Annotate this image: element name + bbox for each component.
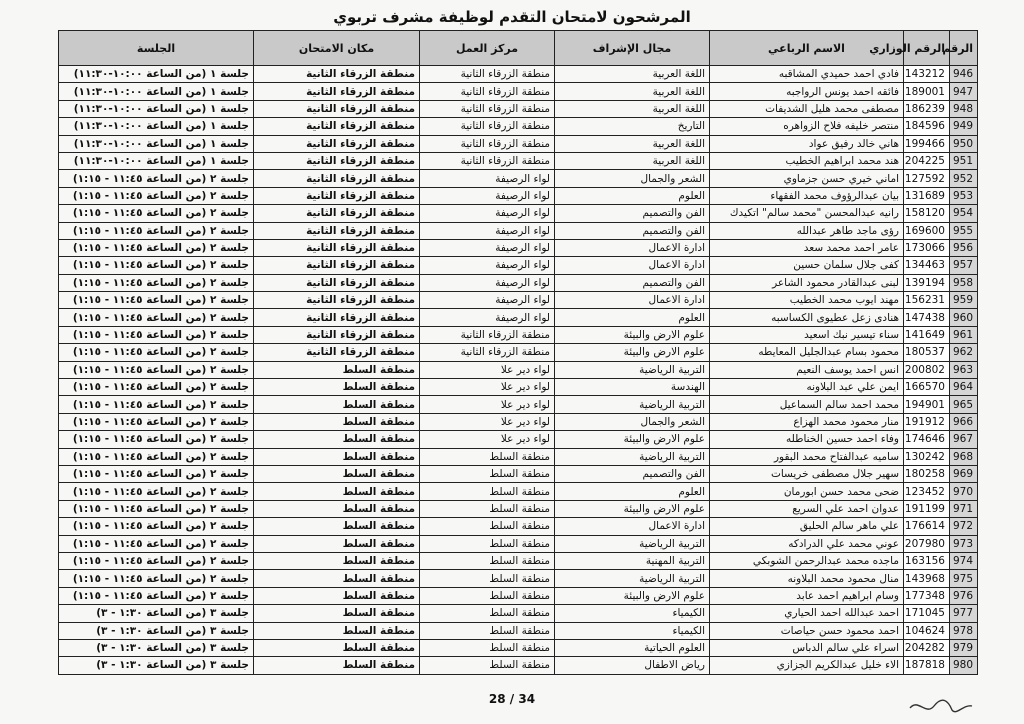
table-row <box>59 465 978 482</box>
work-center: لواء الرصيفة <box>420 239 555 256</box>
ministry-id: 141649 <box>904 326 950 343</box>
supervision-field: اللغة العربية <box>555 135 710 152</box>
header-name: الاسم الرباعي <box>710 31 904 66</box>
ministry-id: 166570 <box>904 379 950 396</box>
row-number: 955 <box>950 222 978 239</box>
exam-place: منطقة السلط <box>254 518 420 535</box>
candidate-name: محمد احمد سالم السماعيل <box>710 396 904 413</box>
exam-session: جلسة ٢ (من الساعة ١١:٤٥ - ١:١٥) <box>59 431 254 448</box>
candidate-name: بيان عبدالرؤوف محمد الفقهاء <box>710 187 904 204</box>
row-number: 975 <box>950 570 978 587</box>
exam-session: جلسة ٢ (من الساعة ١١:٤٥ - ١:١٥) <box>59 518 254 535</box>
work-center: منطقة السلط <box>420 448 555 465</box>
candidate-name: اسراء علي سالم الدباس <box>710 639 904 656</box>
candidate-name: هنادى زعل عطيوى الكساسبه <box>710 309 904 326</box>
candidate-name: هند محمد ابراهيم الخطيب <box>710 152 904 169</box>
exam-session: جلسة ٢ (من الساعة ١١:٤٥ - ١:١٥) <box>59 361 254 378</box>
row-number: 946 <box>950 66 978 83</box>
ministry-id: 187818 <box>904 657 950 674</box>
table-row <box>59 639 978 656</box>
row-number: 962 <box>950 344 978 361</box>
row-number: 960 <box>950 309 978 326</box>
supervision-field: علوم الارض والبيئة <box>555 500 710 517</box>
exam-place: منطقة الزرقاء الثانية <box>254 222 420 239</box>
exam-session: جلسة ١ (من الساعة ١٠:٠٠-١١:٣٠) <box>59 100 254 117</box>
candidate-name: كفى جلال سلمان حسين <box>710 257 904 274</box>
supervision-field: اللغة العربية <box>555 83 710 100</box>
ministry-id: 191199 <box>904 500 950 517</box>
row-number: 969 <box>950 465 978 482</box>
exam-session: جلسة ٢ (من الساعة ١١:٤٥ - ١:١٥) <box>59 292 254 309</box>
table-row <box>59 396 978 413</box>
header-num: الرقم <box>950 31 978 66</box>
candidate-name: لبنى عبدالقادر محمود الشاعر <box>710 274 904 291</box>
work-center: لواء الرصيفة <box>420 257 555 274</box>
candidate-name: انس احمد يوسف النعيم <box>710 361 904 378</box>
ministry-id: 207980 <box>904 535 950 552</box>
candidate-name: ساميه عبدالفتاح محمد البقور <box>710 448 904 465</box>
exam-place: منطقة الزرقاء الثانية <box>254 326 420 343</box>
table-row <box>59 344 978 361</box>
supervision-field: التربية الرياضية <box>555 448 710 465</box>
work-center: منطقة السلط <box>420 657 555 674</box>
table-row <box>59 379 978 396</box>
row-number: 952 <box>950 170 978 187</box>
exam-session: جلسة ٢ (من الساعة ١١:٤٥ - ١:١٥) <box>59 448 254 465</box>
work-center: منطقة الزرقاء الثانية <box>420 100 555 117</box>
work-center: منطقة السلط <box>420 500 555 517</box>
exam-place: منطقة السلط <box>254 465 420 482</box>
page-number: 28 / 34 <box>488 692 536 706</box>
supervision-field: الشعر والجمال <box>555 170 710 187</box>
exam-place: منطقة السلط <box>254 379 420 396</box>
exam-session: جلسة ٣ (من الساعة ١:٣٠ - ٣) <box>59 657 254 674</box>
header-session: الجلسة <box>59 31 254 66</box>
ministry-id: 171045 <box>904 605 950 622</box>
exam-place: منطقة الزرقاء الثانية <box>254 187 420 204</box>
row-number: 964 <box>950 379 978 396</box>
work-center: لواء دير علا <box>420 413 555 430</box>
row-number: 978 <box>950 622 978 639</box>
exam-session: جلسة ١ (من الساعة ١٠:٠٠-١١:٣٠) <box>59 83 254 100</box>
signature-mark <box>900 690 980 720</box>
row-number: 957 <box>950 257 978 274</box>
supervision-field: الفن والتصميم <box>555 205 710 222</box>
work-center: لواء دير علا <box>420 379 555 396</box>
ministry-id: 180537 <box>904 344 950 361</box>
header-field: مجال الإشراف <box>555 31 710 66</box>
exam-session: جلسة ٢ (من الساعة ١١:٤٥ - ١:١٥) <box>59 483 254 500</box>
supervision-field: الشعر والجمال <box>555 413 710 430</box>
exam-session: جلسة ٢ (من الساعة ١١:٤٥ - ١:١٥) <box>59 552 254 569</box>
ministry-id: 134463 <box>904 257 950 274</box>
table-row <box>59 205 978 222</box>
ministry-id: 199466 <box>904 135 950 152</box>
candidate-name: الاء خليل عبدالكريم الجزازي <box>710 657 904 674</box>
exam-place: منطقة السلط <box>254 639 420 656</box>
exam-place: منطقة الزرقاء الثانية <box>254 66 420 83</box>
supervision-field: الفن والتصميم <box>555 274 710 291</box>
exam-place: منطقة السلط <box>254 570 420 587</box>
ministry-id: 156231 <box>904 292 950 309</box>
table-row <box>59 535 978 552</box>
ministry-id: 204225 <box>904 152 950 169</box>
supervision-field: رياض الاطفال <box>555 657 710 674</box>
candidate-name: منار محمود محمد الهزاع <box>710 413 904 430</box>
exam-place: منطقة السلط <box>254 657 420 674</box>
supervision-field: التاريخ <box>555 118 710 135</box>
work-center: منطقة السلط <box>420 483 555 500</box>
table-row <box>59 500 978 517</box>
ministry-id: 123452 <box>904 483 950 500</box>
supervision-field: ادارة الاعمال <box>555 239 710 256</box>
table-row <box>59 239 978 256</box>
exam-place: منطقة السلط <box>254 448 420 465</box>
ministry-id: 169600 <box>904 222 950 239</box>
exam-session: جلسة ٣ (من الساعة ١:٣٠ - ٣) <box>59 605 254 622</box>
work-center: منطقة الزرقاء الثانية <box>420 326 555 343</box>
table-row <box>59 326 978 343</box>
candidate-name: وفاء احمد حسين الخناطله <box>710 431 904 448</box>
supervision-field: العلوم <box>555 187 710 204</box>
exam-place: منطقة السلط <box>254 500 420 517</box>
table-row <box>59 605 978 622</box>
ministry-id: 191912 <box>904 413 950 430</box>
candidate-name: مصطفى محمد هليل الشديفات <box>710 100 904 117</box>
exam-session: جلسة ٢ (من الساعة ١١:٤٥ - ١:١٥) <box>59 413 254 430</box>
page-title: المرشحون لامتحان التقدم لوظيفة مشرف تربوي <box>333 8 691 26</box>
work-center: لواء الرصيفة <box>420 222 555 239</box>
exam-session: جلسة ١ (من الساعة ١٠:٠٠-١١:٣٠) <box>59 152 254 169</box>
supervision-field: التربية الرياضية <box>555 361 710 378</box>
table-row <box>59 292 978 309</box>
exam-session: جلسة ٢ (من الساعة ١١:٤٥ - ١:١٥) <box>59 309 254 326</box>
candidate-name: وسام ابراهيم احمد عابد <box>710 587 904 604</box>
work-center: منطقة السلط <box>420 605 555 622</box>
table-row <box>59 152 978 169</box>
supervision-field: اللغة العربية <box>555 100 710 117</box>
work-center: منطقة السلط <box>420 518 555 535</box>
ministry-id: 186239 <box>904 100 950 117</box>
work-center: منطقة السلط <box>420 465 555 482</box>
work-center: منطقة السلط <box>420 552 555 569</box>
ministry-id: 173066 <box>904 239 950 256</box>
supervision-field: اللغة العربية <box>555 152 710 169</box>
work-center: لواء الرصيفة <box>420 205 555 222</box>
ministry-id: 176614 <box>904 518 950 535</box>
work-center: منطقة الزرقاء الثانية <box>420 152 555 169</box>
exam-session: جلسة ٢ (من الساعة ١١:٤٥ - ١:١٥) <box>59 187 254 204</box>
supervision-field: التربية الرياضية <box>555 535 710 552</box>
supervision-field: التربية المهنية <box>555 552 710 569</box>
exam-place: منطقة الزرقاء الثانية <box>254 100 420 117</box>
work-center: منطقة الزرقاء الثانية <box>420 135 555 152</box>
ministry-id: 130242 <box>904 448 950 465</box>
ministry-id: 194901 <box>904 396 950 413</box>
table-row <box>59 657 978 674</box>
candidate-name: سهير جلال مصطفى خريسات <box>710 465 904 482</box>
work-center: منطقة السلط <box>420 587 555 604</box>
exam-place: منطقة الزرقاء الثانية <box>254 152 420 169</box>
work-center: لواء دير علا <box>420 396 555 413</box>
work-center: لواء الرصيفة <box>420 170 555 187</box>
supervision-field: العلوم الحياتية <box>555 639 710 656</box>
table-row <box>59 361 978 378</box>
table-row <box>59 170 978 187</box>
candidate-name: عامر احمد محمد سعد <box>710 239 904 256</box>
exam-session: جلسة ١ (من الساعة ١٠:٠٠-١١:٣٠) <box>59 135 254 152</box>
work-center: منطقة السلط <box>420 622 555 639</box>
exam-session: جلسة ٢ (من الساعة ١١:٤٥ - ١:١٥) <box>59 535 254 552</box>
row-number: 951 <box>950 152 978 169</box>
candidate-name: ماجده محمد عبدالرحمن الشوبكي <box>710 552 904 569</box>
row-number: 949 <box>950 118 978 135</box>
supervision-field: العلوم <box>555 309 710 326</box>
supervision-field: الهندسة <box>555 379 710 396</box>
work-center: لواء دير علا <box>420 361 555 378</box>
ministry-id: 131689 <box>904 187 950 204</box>
ministry-id: 127592 <box>904 170 950 187</box>
exam-place: منطقة الزرقاء الثانية <box>254 257 420 274</box>
supervision-field: التربية الرياضية <box>555 570 710 587</box>
row-number: 961 <box>950 326 978 343</box>
row-number: 967 <box>950 431 978 448</box>
ministry-id: 200802 <box>904 361 950 378</box>
exam-place: منطقة الزرقاء الثانية <box>254 274 420 291</box>
exam-session: جلسة ٢ (من الساعة ١١:٤٥ - ١:١٥) <box>59 587 254 604</box>
table-row <box>59 622 978 639</box>
candidates-table <box>58 30 978 675</box>
work-center: لواء دير علا <box>420 431 555 448</box>
exam-session: جلسة ٢ (من الساعة ١١:٤٥ - ١:١٥) <box>59 326 254 343</box>
ministry-id: 180258 <box>904 465 950 482</box>
row-number: 948 <box>950 100 978 117</box>
exam-place: منطقة الزرقاء الثانية <box>254 309 420 326</box>
exam-place: منطقة السلط <box>254 605 420 622</box>
table-row <box>59 309 978 326</box>
exam-session: جلسة ٢ (من الساعة ١١:٤٥ - ١:١٥) <box>59 205 254 222</box>
work-center: منطقة السلط <box>420 570 555 587</box>
exam-session: جلسة ٢ (من الساعة ١١:٤٥ - ١:١٥) <box>59 344 254 361</box>
row-number: 947 <box>950 83 978 100</box>
exam-place: منطقة الزرقاء الثانية <box>254 83 420 100</box>
candidate-name: ايمن علي عبد البلاونه <box>710 379 904 396</box>
exam-place: منطقة السلط <box>254 535 420 552</box>
ministry-id: 143968 <box>904 570 950 587</box>
candidate-name: ضحى محمد حسن ابورمان <box>710 483 904 500</box>
exam-place: منطقة الزرقاء الثانية <box>254 292 420 309</box>
row-number: 956 <box>950 239 978 256</box>
table-row <box>59 257 978 274</box>
header-work-center: مركز العمل <box>420 31 555 66</box>
table-header-row <box>59 31 978 66</box>
candidate-name: محمود بسام عبدالجليل المعايطه <box>710 344 904 361</box>
table-row <box>59 187 978 204</box>
table-row <box>59 518 978 535</box>
work-center: لواء الرصيفة <box>420 292 555 309</box>
exam-place: منطقة السلط <box>254 361 420 378</box>
candidate-name: رؤى ماجد طاهر عبدالله <box>710 222 904 239</box>
row-number: 974 <box>950 552 978 569</box>
table-row <box>59 135 978 152</box>
header-ministry-id: الرقم الوزاري <box>904 31 950 66</box>
row-number: 977 <box>950 605 978 622</box>
supervision-field: ادارة الاعمال <box>555 257 710 274</box>
table-row <box>59 570 978 587</box>
supervision-field: علوم الارض والبيئة <box>555 431 710 448</box>
exam-session: جلسة ٢ (من الساعة ١١:٤٥ - ١:١٥) <box>59 257 254 274</box>
supervision-field: الفن والتصميم <box>555 465 710 482</box>
exam-place: منطقة الزرقاء الثانية <box>254 205 420 222</box>
supervision-field: الفن والتصميم <box>555 222 710 239</box>
ministry-id: 174646 <box>904 431 950 448</box>
work-center: منطقة الزرقاء الثانية <box>420 118 555 135</box>
row-number: 972 <box>950 518 978 535</box>
ministry-id: 204282 <box>904 639 950 656</box>
exam-place: منطقة الزرقاء الثانية <box>254 239 420 256</box>
exam-session: جلسة ٢ (من الساعة ١١:٤٥ - ١:١٥) <box>59 465 254 482</box>
candidate-name: احمد محمود حسن حياصات <box>710 622 904 639</box>
exam-place: منطقة الزرقاء الثانية <box>254 135 420 152</box>
work-center: لواء الرصيفة <box>420 309 555 326</box>
row-number: 950 <box>950 135 978 152</box>
exam-session: جلسة ٢ (من الساعة ١١:٤٥ - ١:١٥) <box>59 500 254 517</box>
ministry-id: 143212 <box>904 66 950 83</box>
exam-place: منطقة السلط <box>254 396 420 413</box>
supervision-field: ادارة الاعمال <box>555 292 710 309</box>
table-row <box>59 448 978 465</box>
supervision-field: ادارة الاعمال <box>555 518 710 535</box>
supervision-field: العلوم <box>555 483 710 500</box>
exam-place: منطقة الزرقاء الثانية <box>254 170 420 187</box>
exam-place: منطقة الزرقاء الثانية <box>254 118 420 135</box>
work-center: منطقة السلط <box>420 535 555 552</box>
exam-place: منطقة السلط <box>254 431 420 448</box>
work-center: منطقة السلط <box>420 639 555 656</box>
work-center: لواء الرصيفة <box>420 274 555 291</box>
table-row <box>59 587 978 604</box>
ministry-id: 163156 <box>904 552 950 569</box>
work-center: لواء الرصيفة <box>420 187 555 204</box>
row-number: 973 <box>950 535 978 552</box>
ministry-id: 139194 <box>904 274 950 291</box>
header-exam-place: مكان الامتحان <box>254 31 420 66</box>
exam-place: منطقة السلط <box>254 552 420 569</box>
supervision-field: الكيمياء <box>555 622 710 639</box>
table-row <box>59 222 978 239</box>
row-number: 963 <box>950 361 978 378</box>
candidate-name: عدوان احمد علي السريع <box>710 500 904 517</box>
ministry-id: 189001 <box>904 83 950 100</box>
supervision-field: اللغة العربية <box>555 66 710 83</box>
candidate-name: منتصر خليفه فلاح الزواهره <box>710 118 904 135</box>
row-number: 958 <box>950 274 978 291</box>
row-number: 968 <box>950 448 978 465</box>
exam-session: جلسة ٢ (من الساعة ١١:٤٥ - ١:١٥) <box>59 379 254 396</box>
exam-session: جلسة ٣ (من الساعة ١:٣٠ - ٣) <box>59 639 254 656</box>
ministry-id: 104624 <box>904 622 950 639</box>
ministry-id: 158120 <box>904 205 950 222</box>
table-row <box>59 552 978 569</box>
work-center: منطقة الزرقاء الثانية <box>420 66 555 83</box>
exam-session: جلسة ٢ (من الساعة ١١:٤٥ - ١:١٥) <box>59 239 254 256</box>
exam-session: جلسة ١ (من الساعة ١٠:٠٠-١١:٣٠) <box>59 66 254 83</box>
ministry-id: 147438 <box>904 309 950 326</box>
exam-place: منطقة السلط <box>254 413 420 430</box>
row-number: 965 <box>950 396 978 413</box>
exam-place: منطقة السلط <box>254 587 420 604</box>
supervision-field: التربية الرياضية <box>555 396 710 413</box>
supervision-field: علوم الارض والبيئة <box>555 344 710 361</box>
exam-session: جلسة ٣ (من الساعة ١:٣٠ - ٣) <box>59 622 254 639</box>
candidate-name: عوني محمد علي الدرادكه <box>710 535 904 552</box>
exam-session: جلسة ٢ (من الساعة ١١:٤٥ - ١:١٥) <box>59 274 254 291</box>
exam-session: جلسة ٢ (من الساعة ١١:٤٥ - ١:١٥) <box>59 170 254 187</box>
exam-place: منطقة الزرقاء الثانية <box>254 344 420 361</box>
table-row <box>59 413 978 430</box>
table-row <box>59 83 978 100</box>
row-number: 959 <box>950 292 978 309</box>
row-number: 953 <box>950 187 978 204</box>
row-number: 970 <box>950 483 978 500</box>
candidate-name: سناء تيسير نبك اسعيد <box>710 326 904 343</box>
row-number: 979 <box>950 639 978 656</box>
table-row <box>59 431 978 448</box>
candidate-name: رانيه عبدالمحسن "محمد سالم" اتكيدك <box>710 205 904 222</box>
candidate-name: اماني خيري حسن جزماوي <box>710 170 904 187</box>
exam-place: منطقة السلط <box>254 483 420 500</box>
row-number: 976 <box>950 587 978 604</box>
table-row <box>59 66 978 83</box>
candidate-name: مهند ايوب محمد الخطيب <box>710 292 904 309</box>
exam-session: جلسة ٢ (من الساعة ١١:٤٥ - ١:١٥) <box>59 570 254 587</box>
candidate-name: هاني خالد رفيق عواد <box>710 135 904 152</box>
work-center: منطقة الزرقاء الثانية <box>420 344 555 361</box>
work-center: منطقة الزرقاء الثانية <box>420 83 555 100</box>
candidate-name: فادي احمد حميدي المشاقبه <box>710 66 904 83</box>
candidate-name: منال محمود محمد البلاونه <box>710 570 904 587</box>
supervision-field: الكيمياء <box>555 605 710 622</box>
row-number: 954 <box>950 205 978 222</box>
row-number: 980 <box>950 657 978 674</box>
table-row <box>59 483 978 500</box>
exam-session: جلسة ١ (من الساعة ١٠:٠٠-١١:٣٠) <box>59 118 254 135</box>
ministry-id: 177348 <box>904 587 950 604</box>
supervision-field: علوم الارض والبيئة <box>555 587 710 604</box>
row-number: 971 <box>950 500 978 517</box>
candidate-name: فائقه احمد يونس الرواجبه <box>710 83 904 100</box>
candidate-name: علي ماهر سالم الحليق <box>710 518 904 535</box>
exam-session: جلسة ٢ (من الساعة ١١:٤٥ - ١:١٥) <box>59 396 254 413</box>
ministry-id: 184596 <box>904 118 950 135</box>
table-row <box>59 274 978 291</box>
supervision-field: علوم الارض والبيئة <box>555 326 710 343</box>
exam-session: جلسة ٢ (من الساعة ١١:٤٥ - ١:١٥) <box>59 222 254 239</box>
exam-place: منطقة السلط <box>254 622 420 639</box>
table-row <box>59 118 978 135</box>
candidate-name: احمد عبدالله احمد الحياري <box>710 605 904 622</box>
row-number: 966 <box>950 413 978 430</box>
table-row <box>59 100 978 117</box>
